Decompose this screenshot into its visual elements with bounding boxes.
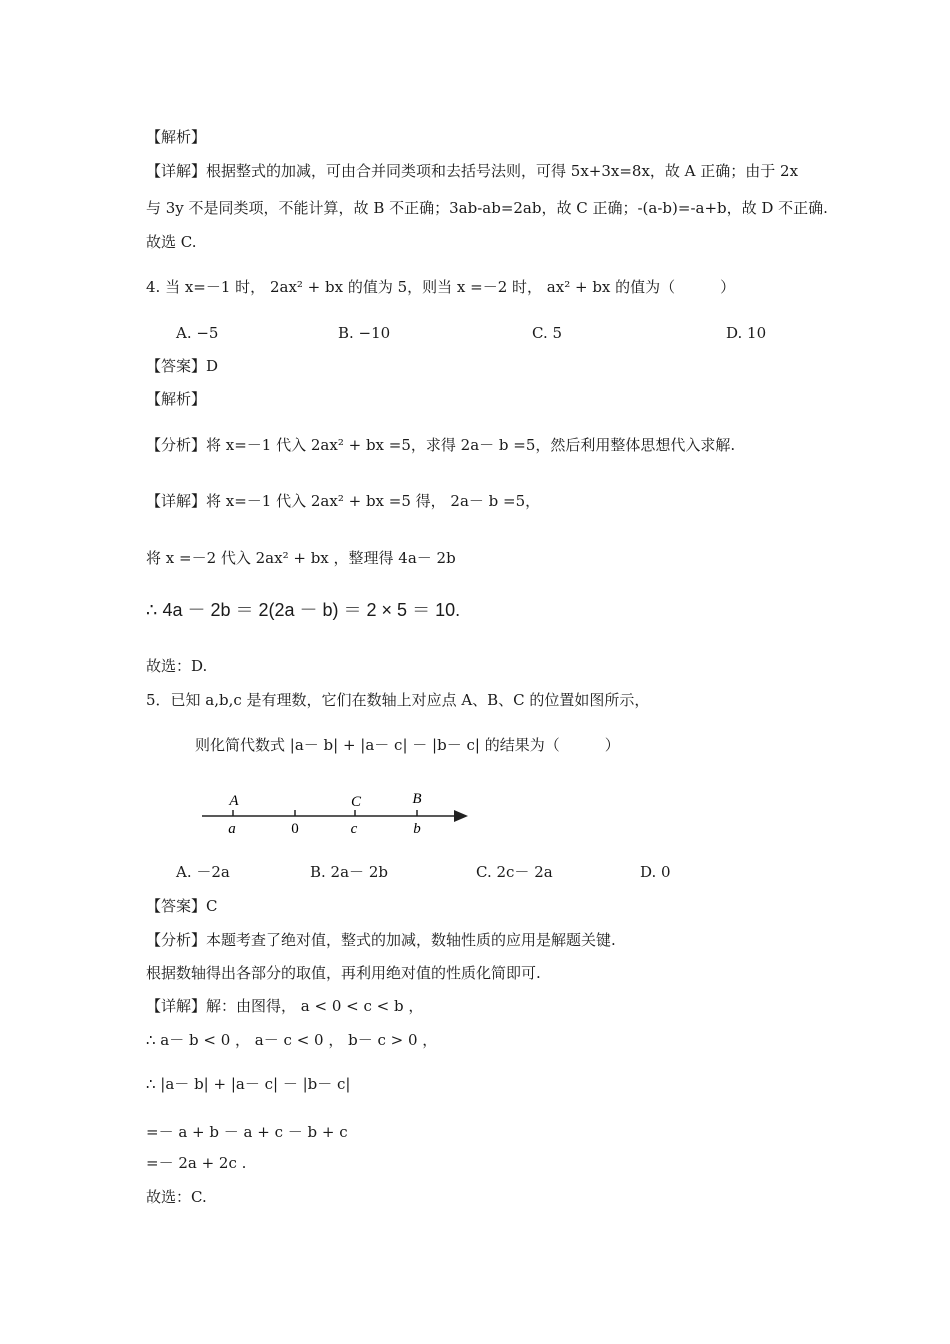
point-label-a: A <box>229 793 239 809</box>
q4-analysis: 【分析】将 x=－1 代入 2ax² + bx =5，求得 2a－ b =5，然后利用整体思想代入求解. <box>146 436 736 454</box>
q5-detail-line1: 【详解】解：由图得， a < 0 < c < b ， <box>146 997 424 1015</box>
q5-answer: 【答案】C <box>146 897 218 915</box>
point-label-c: C <box>350 794 362 810</box>
q4-calculation: ∴ 4a － 2b ＝ 2(2a － b) ＝ 2 × 5 ＝ 10. <box>146 600 461 620</box>
q4-option-b: B. −10 <box>338 324 391 342</box>
q5-detail-line4: =－ a + b － a + c － b + c <box>146 1123 348 1141</box>
q4-option-c: C. 5 <box>532 324 563 342</box>
q4-option-d: D. 10 <box>726 324 767 342</box>
q5-stem-line1: 5．已知 a,b,c 是有理数，它们在数轴上对应点 A、B、C 的位置如图所示， <box>146 691 650 709</box>
q4-answer: 【答案】D <box>146 357 219 375</box>
q4-conclusion: 故选：D. <box>146 657 208 675</box>
q5-analysis-line2: 根据数轴得出各部分的取值，再利用绝对值的性质化简即可. <box>146 964 541 982</box>
number-line-arrow <box>454 810 468 822</box>
value-label-zero: 0 <box>291 821 299 837</box>
number-line-figure <box>190 785 480 840</box>
q3-detail-line2: 与 3y 不是同类项，不能计算，故 B 不正确；3ab-ab=2ab，故 C 正确；-(a-b)=-a+b，故 D 不正确. <box>146 199 828 217</box>
q3-conclusion: 故选 C. <box>146 233 197 251</box>
value-label-b: b <box>413 821 421 837</box>
q3-analysis-head: 【解析】 <box>146 128 207 146</box>
q3-detail-line1: 【详解】根据整式的加减，可由合并同类项和去括号法则，可得 5x+3x=8x，故 A 正确；由于 2x <box>146 162 799 180</box>
q5-option-a: A. －2a <box>176 863 230 881</box>
q5-analysis-line1: 【分析】本题考查了绝对值，整式的加减，数轴性质的应用是解题关键. <box>146 931 616 949</box>
q4-option-a: A. −5 <box>176 324 219 342</box>
q4-detail-line2: 将 x =－2 代入 2ax² + bx ，整理得 4a－ 2b <box>146 549 456 567</box>
q5-option-d: D. 0 <box>640 863 671 881</box>
point-label-b: B <box>412 791 422 807</box>
q5-option-b: B. 2a－ 2b <box>310 863 388 881</box>
q4-stem: 4. 当 x=－1 时， 2ax² + bx 的值为 5，则当 x =－2 时， ax² + bx 的值为（ ） <box>146 278 736 296</box>
value-label-a: a <box>228 821 236 837</box>
q5-conclusion: 故选：C. <box>146 1188 207 1206</box>
q5-detail-line3: ∴ |a－ b| + |a－ c| － |b－ c| <box>146 1075 351 1093</box>
q5-detail-line2: ∴ a－ b < 0 ， a－ c < 0 ， b－ c > 0 ， <box>146 1031 438 1049</box>
q4-analysis-head: 【解析】 <box>146 390 207 408</box>
q5-option-c: C. 2c－ 2a <box>476 863 553 881</box>
q5-stem-line2: 则化简代数式 |a－ b| + |a－ c| － |b－ c| 的结果为（ ） <box>195 736 620 754</box>
value-label-c: c <box>350 821 358 837</box>
q5-detail-line5: =－ 2a + 2c . <box>146 1154 247 1172</box>
q4-detail-line1: 【详解】将 x=－1 代入 2ax² + bx =5 得， 2a－ b =5， <box>146 492 541 510</box>
